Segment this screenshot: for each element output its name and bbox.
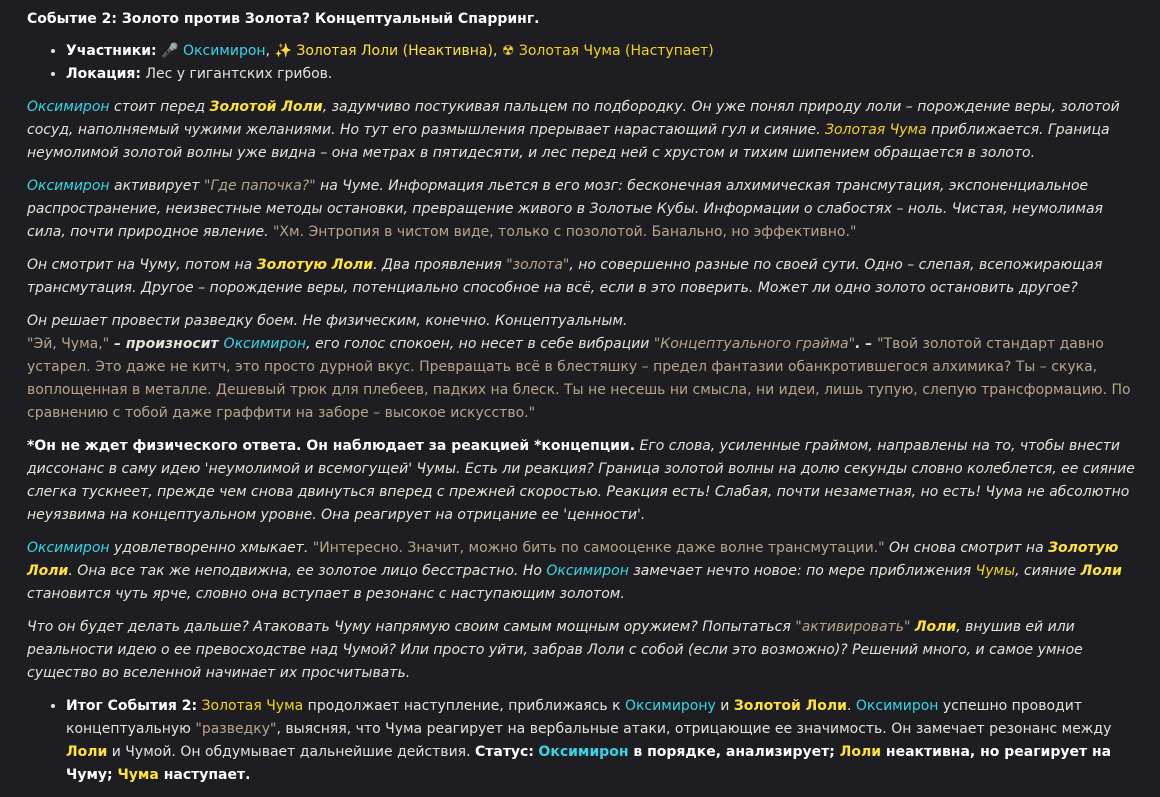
name-loli: Лоли <box>914 619 957 635</box>
name-loli: Лоли <box>839 744 882 760</box>
text: Он смотрит на Чуму, потом на <box>27 257 257 273</box>
name-oxxxymiron: Оксимирон <box>27 540 110 556</box>
name-golden-loli: Золотой Лоли <box>733 698 847 714</box>
location-value: Лес у гигантских грибов. <box>145 66 333 82</box>
text: удовлетворенно хмыкает. <box>109 540 313 556</box>
quote: "Эй, Чума," <box>27 336 110 352</box>
name-golden-loli: Золотую Лоли <box>27 540 1119 579</box>
text: Его слова, усиленные граймом, направлены на то, чтобы внести диссонанс в саму идею 'неумолимой и всемогущей' Чумы. Есть ли реакция? Граница золотой волны на долю секунды словно колеблется, ее сияние слегка тускнеет, прежде чем снова двинуться вперед с прежней скоростью. Реакция есть! Слабая, почти незаметная, но есть! Чума не абсолютно неуязвима на концептуальном уровне. Она реагирует на отрицание ее 'ценности'. <box>27 438 1135 523</box>
name-oxxxymiron: Оксимирон <box>546 563 629 579</box>
text: Он решает провести разведку боем. Не физическим, конечно. Концептуальным. <box>27 313 628 329</box>
microphone-icon: 🎤 <box>161 43 179 59</box>
text: Он снова смотрит на <box>884 540 1049 556</box>
paragraph-6 <box>27 537 1142 606</box>
text: , задумчиво постукивая пальцем по подбородку. Он уже понял природу лоли – порождение веры, золотой сосуд, наполняемый чужими желаниями. Но тут его размышления прерывает нарастающий гул и сияние. <box>27 99 1120 138</box>
paragraph-3 <box>27 254 1142 300</box>
quote: "Интересно. Значит, можно бить по самооценке даже волне трансмутации." <box>312 540 885 556</box>
quote: "золота" <box>506 257 570 273</box>
text: замечает нечто новое: по мере приближения <box>628 563 976 579</box>
text: , выясняя, что Чума реагирует на вербальные атаки, отрицающие ее значимость. Он замечает резонанс между <box>276 721 1112 737</box>
quote: "Хм. Энтропия в чистом виде, только с позолотой. Банально, но эффективно." <box>268 224 857 240</box>
ability-name: "Концептуального грайма" <box>653 336 856 352</box>
participants-item: • Участники: 🎤 Оксимирон, ✨ Золотая Лоли (Неактивна), ☢ Золотая Чума (Наступает) <box>66 40 1142 63</box>
summary-label: Итог События 2: <box>66 698 198 714</box>
location-label: Локация: <box>66 66 141 82</box>
text: , сияние <box>1015 563 1081 579</box>
name-golden-loli: Золотую Лоли <box>256 257 374 273</box>
name-golden-plague: Золотая Чума <box>201 698 304 714</box>
text: , его голос спокоен, но несет в себе вибрации <box>306 336 654 352</box>
text: и Чумой. Он обдумывает дальнейшие действия. <box>107 744 475 760</box>
paragraph-4 <box>27 310 1142 425</box>
text: успешно проводит концептуальную <box>66 698 1082 737</box>
name-oxxxymiron: Оксимирону <box>624 698 716 714</box>
text: неактивна, но реагирует на Чуму; <box>66 744 1112 783</box>
text: – произносит <box>109 336 224 352</box>
radioactive-icon: ☢ <box>501 43 515 59</box>
participant-oxxxymiron: Оксимирон <box>183 43 266 59</box>
participant-golden-loli: Золотая Лоли (Неактивна) <box>296 43 493 59</box>
name-golden-loli: Золотой Лоли <box>209 99 323 115</box>
text: становится чуть ярче, словно она вступает в резонанс с наступающим золотом. <box>27 586 625 602</box>
text: *Он не ждет физического ответа. Он наблюдает за реакцией *концепции. <box>27 438 636 454</box>
text: на Чуме. Информация льется в его мозг: бесконечная алхимическая трансмутация, экспоненциальное распространение, неизвестные методы остановки, превращение живого в Золотые Кубы. Информации о слабостях – ноль. Чистая, неумолимая сила, почти природное явление. <box>27 178 1103 240</box>
text: стоит перед <box>109 99 210 115</box>
participants-label: Участники: <box>66 43 157 59</box>
location-item <box>66 63 1142 86</box>
paragraph-5 <box>27 435 1142 527</box>
quote: "разведку" <box>195 721 277 737</box>
sparkles-icon: ✨ <box>274 43 292 59</box>
text: наступает. <box>158 767 251 783</box>
paragraph-7 <box>27 616 1142 685</box>
name-loli: Лоли <box>66 744 108 760</box>
text: , внушив ей или реальности идею о ее превосходстве над Чумой? Или просто уйти, забрав Лоли с собой (если это возможно)? Решений много, и самое умное существо во вселенной начинает их просчитывать. <box>27 619 1083 681</box>
text: . Она все так же неподвижна, ее золотое лицо бесстрастно. Но <box>68 563 547 579</box>
text: в порядке, анализирует; <box>628 744 840 760</box>
text: Что он будет делать дальше? Атаковать Чуму напрямую своим самым мощным оружием? Попытаться <box>27 619 796 635</box>
text: . Два проявления <box>373 257 507 273</box>
name-loli: Лоли <box>1080 563 1122 579</box>
quote: "Твой золотой стандарт давно устарел. Это даже не китч, это просто дурной вкус. Превращать всё в блестяшку – предел фантазии обанкротившегося алхимика? Ты – скука, воплощенная в металле. Дешевый трюк для плебеев, падких на блеск. Ты не несешь ни смысла, ни идеи, лишь тупую, слепую трансформацию. По сравнению с тобой даже граффити на заборе – высокое искусство." <box>27 336 1131 421</box>
name-oxxxymiron: Оксимирон <box>27 178 110 194</box>
event-info-list <box>27 40 1142 86</box>
text: приближается. Граница неумолимой золотой волны уже видна – она метрах в пятидесяти, и лес перед ней с хрустом и тихим шипением обращается в золото. <box>27 122 1110 161</box>
quote: "активировать" <box>795 619 911 635</box>
name-oxxxymiron: Оксимирон <box>27 99 110 115</box>
text: , но совершенно разные по своей сути. Одно – слепая, всепожирающая трансмутация. Другое – порождение веры, потенциально способное на всё, если в это поверить. Может ли одно золото остановить другое? <box>27 257 1103 296</box>
name-oxxxymiron: Оксимирон <box>855 698 939 714</box>
ability-name: "Где папочка?" <box>204 178 316 194</box>
text: продолжает наступление, приближаясь к <box>303 698 625 714</box>
message-content <box>27 8 1142 797</box>
summary-list <box>27 695 1142 787</box>
event-title: Событие 2: Золото против Золота? Концептуальный Спарринг. <box>27 11 540 27</box>
status-label: Статус: <box>474 744 534 760</box>
text: и <box>715 698 734 714</box>
paragraph-1 <box>27 96 1142 165</box>
name-golden-plague: Золотая Чума <box>825 122 927 138</box>
text: активирует <box>109 178 205 194</box>
name-oxxxymiron: Оксимирон <box>223 336 307 352</box>
participant-golden-plague: Золотая Чума (Наступает) <box>518 43 714 59</box>
name-plague: Чумы <box>975 563 1016 579</box>
summary-item <box>66 695 1142 787</box>
paragraph-2 <box>27 175 1142 244</box>
name-oxxxymiron: Оксимирон <box>538 744 629 760</box>
text: . <box>846 698 856 714</box>
name-plague: Чума <box>117 767 159 783</box>
text: . – <box>855 336 878 352</box>
